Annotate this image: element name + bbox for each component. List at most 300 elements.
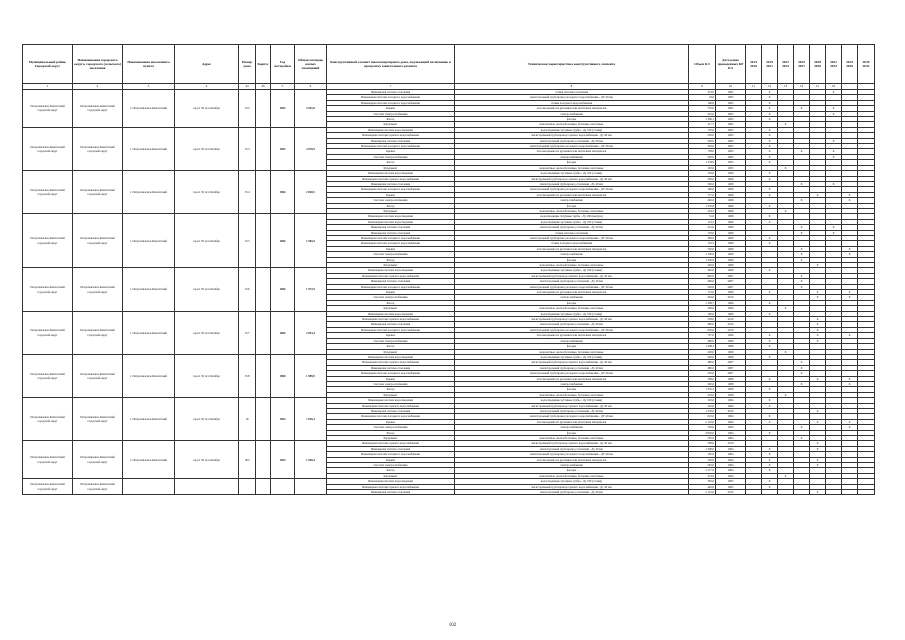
period-mark: X [762,241,778,246]
capital-repair-table [22,44,875,495]
settlement-cell: Петропавловск-Камчатский городской округ [73,90,123,128]
prior-repair-date-cell: 1964 [716,425,746,430]
tech-spec-cell: фасады [455,160,689,165]
element-cell: Инженерная система холодного водоснабжения [327,235,455,240]
column-number-cell: 9 [689,84,716,90]
volume-cell: 280,0 [689,338,716,343]
element-cell: Инженерная система водоотведения [327,479,455,484]
volume-cell: 3 802,0 [689,430,716,435]
volume-cell: 1 354,9 [689,160,716,165]
house-number-cell [239,479,256,495]
period-mark: X [810,457,826,462]
volume-cell: 106,0 [689,100,716,105]
tech-spec-cell: магистральный трубопровод отопления - Ду 40 мм [455,181,689,186]
period-mark: X [810,322,826,327]
period-mark: X [762,311,778,316]
volume-cell: 727,0 [689,333,716,338]
period-mark: X [810,327,826,332]
element-cell: Инженерная система холодного водоснабжения [327,327,455,332]
prior-repair-date-cell: 2010 [716,295,746,300]
prior-repair-date-cell: 1966 [716,171,746,176]
prior-repair-date-cell: 2010 [716,322,746,327]
city-cell: г. Петропавловск-Камчатский [123,398,175,441]
volume-cell: 256,0 [689,176,716,181]
district-cell: Петропавловск-Камчатский городской округ [23,127,73,170]
column-number-cell: 11 [746,84,762,90]
prior-repair-date-cell: 2007 [716,284,746,289]
settlement-cell: Петропавловск-Камчатский городской округ [73,214,123,268]
tech-spec-cell: стояки холодного водоснабжения [455,241,689,246]
element-cell: Фундамент [327,473,455,478]
volume-cell: 217,7 [689,122,716,127]
prior-repair-date-cell: 1966 [716,306,746,311]
element-cell: Инженерная система горячего водоснабжения [327,317,455,322]
tech-spec-cell: магистральный трубопровод горячего водоснабжения - Ду 40 мм [455,441,689,446]
period-mark: X [842,333,858,338]
period-mark: X [762,106,778,111]
tech-spec-cell: монолитные, железобетонные, бетонные ленточные [455,306,689,311]
prior-repair-date-cell: 1966 [716,208,746,213]
period-mark: X [762,479,778,484]
tech-spec-cell: водоотводящие чугунные трубы - Ду 100 (выпуск) [455,214,689,219]
element-cell: Фасад [327,117,455,122]
element-cell: Фундамент [327,436,455,441]
tech-spec-cell: монолитные, железобетонные, бетонные ленточные [455,122,689,127]
volume-cell: 720,0 [689,425,716,430]
tech-spec-cell: магистральный трубопровод отопления - Ду 40 мм [455,408,689,413]
column-header: 2034 2036 [842,45,858,84]
element-cell: Инженерная система отопления [327,490,455,495]
tech-spec-cell: магистральный трубопровод отопления - Ду 40 мм [455,225,689,230]
volume-cell: 210,0 [689,111,716,116]
volume-cell: 1 368,3 [689,344,716,349]
tech-spec-cell: электроснабжение [455,381,689,386]
element-cell: Инженерная система водоотведения [327,354,455,359]
tech-spec-cell: водоотводящие чугунные трубы - Ду 100 (стояки) [455,219,689,224]
volume-cell: 176,0 [689,127,716,132]
house-number-cell: 15/2 [239,90,256,128]
period-mark: X [810,290,826,295]
prior-repair-date-cell: 1968 [716,354,746,359]
element-cell: Инженерная система холодного водоснабжения [327,452,455,457]
element-cell: Крыша [327,192,455,197]
period-mark: X [826,181,842,186]
prior-repair-date-cell: 1966 [716,225,746,230]
street-cell: пр-кт. 50 лет Октября [175,127,239,170]
prior-repair-date-cell: 1966 [716,268,746,273]
element-cell: Инженерная система водоотведения [327,127,455,132]
prior-repair-date-cell: 1966 [716,263,746,268]
district-cell: Петропавловск-Камчатский городской округ [23,398,73,441]
element-cell: Крыша [327,106,455,111]
year-built-cell [271,479,295,495]
element-cell: Фасад [327,257,455,262]
period-mark: X [762,463,778,468]
period-mark: X [794,381,810,386]
building-cell [256,398,271,441]
element-cell: Инженерная система отопления [327,90,455,95]
prior-repair-date-cell: 2007 [716,365,746,370]
prior-repair-date-cell: 1965 [716,138,746,143]
district-cell: Петропавловск-Камчатский городской округ [23,441,73,479]
prior-repair-date-cell: 1966 [716,290,746,295]
tech-spec-cell: магистральный трубопровод отопления - Ду 40 мм [455,490,689,495]
city-cell: г. Петропавловск-Камчатский [123,268,175,311]
street-cell: пр-кт. 50 лет Октября [175,311,239,354]
tech-spec-cell: водоотводящие чугунные трубы - Ду 100 (стояки) [455,268,689,273]
period-cell [794,490,810,495]
building-cell [256,90,271,128]
city-cell: г. Петропавловск-Камчатский [123,127,175,170]
volume-cell: 702,0 [689,246,716,251]
column-number-cell: 4 [175,84,239,90]
period-mark: X [762,387,778,392]
volume-cell: 1 305,9 [689,257,716,262]
period-cell [842,490,858,495]
element-cell: Крыша [327,333,455,338]
prior-repair-date-cell: 1965 [716,117,746,122]
period-mark: X [794,365,810,370]
settlement-cell: Петропавловск-Камчатский городской округ [73,441,123,479]
column-header: Наименование городского округа, городского (сельского) поселения [73,45,123,84]
period-mark: X [762,484,778,489]
period-mark: X [762,235,778,240]
volume-cell: 224,5 [689,208,716,213]
column-number-cell: 1 [23,84,73,90]
element-cell: Инженерная система холодного водоснабжения [327,187,455,192]
prior-repair-date-cell: 1965 [716,106,746,111]
year-built-cell: 1966 [271,311,295,354]
period-mark: X [762,414,778,419]
city-cell [123,479,175,495]
element-cell: Крыша [327,419,455,424]
floor-area-cell: 2 051,8 [295,90,327,128]
floor-area-cell: 2 043,4 [295,311,327,354]
prior-repair-date-cell: 1966 [716,349,746,354]
tech-spec-cell: электроснабжение [455,252,689,257]
prior-repair-date-cell: 1964 [716,452,746,457]
tech-spec-cell: плоская крыша из рулонных или мастичных материалов [455,192,689,197]
period-mark: X [762,338,778,343]
prior-repair-date-cell: 1964 [716,457,746,462]
tech-spec-cell: фасады [455,468,689,473]
volume-cell: 250,0 [689,284,716,289]
period-mark: X [810,376,826,381]
prior-repair-date-cell: 1966 [716,252,746,257]
prior-repair-date-cell: 1966 [716,230,746,235]
tech-spec-cell: монолитные, железобетонные, бетонные ленточные [455,436,689,441]
element-cell: Инженерная система горячего водоснабжения [327,441,455,446]
volume-cell: 372,0 [689,90,716,95]
volume-cell: 712,0 [689,290,716,295]
column-number-cell: 2 [73,84,123,90]
period-cell [778,490,794,495]
element-cell: Система электроснабжения [327,295,455,300]
element-cell: Фундамент [327,349,455,354]
period-mark: X [794,273,810,278]
house-number-cell: 15/3 [239,127,256,170]
element-cell: Инженерная система горячего водоснабжения [327,176,455,181]
house-number-cell: 15/7 [239,311,256,354]
year-built-cell: 1964 [271,398,295,441]
period-mark: X [762,219,778,224]
period-mark: X [794,371,810,376]
street-cell: пр-кт. 50 лет Октября [175,171,239,214]
volume-cell: 2 112,0 [689,490,716,495]
element-cell: Фасад [327,430,455,435]
column-header: Конструктивный элемент многоквартирного дома, подлежащий включению в программу капитального ремонта [327,45,455,84]
prior-repair-date-cell: 1966 [716,187,746,192]
volume-cell: 480,0 [689,360,716,365]
tech-spec-cell: магистральный трубопровод холодного водоснабжения - ДУ 40 мм [455,235,689,240]
period-mark: X [762,446,778,451]
prior-repair-date-cell: 1968 [716,381,746,386]
column-number-cell: 15 [810,84,826,90]
program-table-sheet [22,44,875,495]
element-cell: Инженерная система холодного водоснабжения [327,144,455,149]
volume-cell: 306,0 [689,235,716,240]
volume-cell: 219,0 [689,392,716,397]
column-number-cell: 10 [716,84,746,90]
building-cell [256,479,271,495]
volume-cell: 400,0 [689,279,716,284]
building-cell [256,354,271,397]
volume-cell: 160,0 [689,187,716,192]
column-header: Дата ранее проведенных КР КЭ [716,45,746,84]
element-cell: Фундамент [327,165,455,170]
period-mark: X [778,473,794,478]
floor-area-cell: 1 989,9 [295,354,327,397]
period-mark: X [794,360,810,365]
prior-repair-date-cell: 1965 [716,95,746,100]
period-mark: X [826,149,842,154]
year-built-cell: 1966 [271,214,295,268]
period-mark: X [778,165,794,170]
tech-spec-cell: плоская крыша из рулонных или мастичных материалов [455,106,689,111]
tech-spec-cell: монолитные, железобетонные, бетонные ленточные [455,263,689,268]
tech-spec-cell: водоотводящие чугунные трубы - Ду 100 (стояки) [455,171,689,176]
building-cell [256,171,271,214]
settlement-cell: Петропавловск-Камчатский городской округ [73,479,123,495]
prior-repair-date-cell: 1966 [716,333,746,338]
period-mark: X [762,203,778,208]
period-mark: X [762,95,778,100]
volume-cell: 1 100,0 [689,252,716,257]
column-number-cell: 5 [271,84,295,90]
period-mark: X [810,408,826,413]
element-cell: Инженерная система холодного водоснабжения [327,100,455,105]
tech-spec-cell: плоская крыша из рулонных или мастичных материалов [455,290,689,295]
city-cell: г. Петропавловск-Камчатский [123,441,175,479]
prior-repair-date-cell: 1966 [716,344,746,349]
tech-spec-cell: электроснабжение [455,295,689,300]
column-header: 2025 2027 [794,45,810,84]
tech-spec-cell: электроснабжение [455,111,689,116]
element-cell: Инженерная система отопления [327,230,455,235]
period-mark: X [842,376,858,381]
volume-cell: 250,0 [689,133,716,138]
column-number-cell: 7 [327,84,455,90]
volume-cell: 1 250,0 [689,408,716,413]
volume-cell: 738,0 [689,149,716,154]
prior-repair-date-cell: 1965 [716,484,746,489]
tech-spec-cell: водоотводящие чугунные трубы - Ду 100 (стояки) [455,354,689,359]
prior-repair-date-cell: 1965 [716,90,746,95]
settlement-cell: Петропавловск-Камчатский городской округ [73,398,123,441]
volume-cell: 240,0 [689,198,716,203]
volume-cell: 790,0 [689,441,716,446]
element-cell: Фасад [327,468,455,473]
column-header: Техническая характеристика конструктивного элемента [455,45,689,84]
volume-cell: 230,0 [689,154,716,159]
volume-cell: 193,6 [689,165,716,170]
prior-repair-date-cell: 1965 [716,127,746,132]
period-mark: X [842,192,858,197]
city-cell: г. Петропавловск-Камчатский [123,354,175,397]
district-cell: Петропавловск-Камчатский городской округ [23,90,73,128]
period-mark: X [762,90,778,95]
column-number-cell: 6 [295,84,327,90]
period-cell [762,490,778,495]
column-header: Наименование населенного пункта [123,45,175,84]
prior-repair-date-cell: 1968 [716,376,746,381]
volume-cell: 176,0 [689,230,716,235]
volume-cell: 717,0 [689,192,716,197]
tech-spec-cell: магистральный трубопровод холодного водоснабжения - ДУ 40 мм [455,414,689,419]
prior-repair-date-cell: 1966 [716,219,746,224]
period-mark: X [762,344,778,349]
tech-spec-cell: водоотводящие чугунные трубы - Ду 100 (стояки) [455,311,689,316]
volume-cell: 768,0 [689,376,716,381]
table-header-row [23,45,875,84]
element-cell: Инженерная система отопления [327,138,455,143]
house-number-cell: 15/4 [239,171,256,214]
volume-cell: 240,0 [689,268,716,273]
element-cell: Инженерная система горячего водоснабжения [327,133,455,138]
period-mark: X [762,127,778,132]
prior-repair-date-cell: 1966 [716,241,746,246]
house-number-cell: 15/6 [239,268,256,311]
volume-cell: 1 355,8 [689,203,716,208]
tech-spec-cell: стояки системы отопления [455,230,689,235]
volume-cell: 264,0 [689,295,716,300]
volume-cell: 320,0 [689,381,716,386]
volume-cell: 380,0 [689,322,716,327]
period-mark: X [762,133,778,138]
period-mark: X [794,252,810,257]
element-cell: Крыша [327,290,455,295]
year-built-cell: 1964 [271,441,295,479]
tech-spec-cell: магистральный трубопровод холодного водоснабжения - ДУ 40 мм [455,187,689,192]
tech-spec-cell: магистральный трубопровод горячего водоснабжения - Ду 40 мм [455,133,689,138]
period-mark: X [826,138,842,143]
element-cell: Фасад [327,300,455,305]
tech-spec-cell: плоская крыша из рулонных или мастичных материалов [455,457,689,462]
building-cell [256,127,271,170]
tech-spec-cell: фасады [455,300,689,305]
volume-cell: 105,0 [689,452,716,457]
column-header: Адрес [175,45,239,84]
period-mark: X [826,106,842,111]
period-mark: X [762,192,778,197]
volume-cell: 610,0 [689,414,716,419]
element-cell: Фасад [327,203,455,208]
period-mark: X [778,306,794,311]
period-mark: X [810,446,826,451]
prior-repair-date-cell: 1966 [716,246,746,251]
floor-area-cell: 1 946,4 [295,441,327,479]
period-mark: X [826,90,842,95]
period-mark: X [794,284,810,289]
period-mark: X [826,154,842,159]
column-header: 2031 2033 [826,45,842,84]
element-cell: Инженерная система отопления [327,279,455,284]
volume-cell: 212,0 [689,225,716,230]
element-cell: Инженерная система отопления [327,225,455,230]
element-cell: Инженерная система водоотведения [327,311,455,316]
period-mark: X [810,463,826,468]
period-mark: X [842,198,858,203]
street-cell: пр-кт. 50 лет Октября [175,354,239,397]
prior-repair-date-cell: 1965 [716,165,746,170]
element-cell: Инженерная система горячего водоснабжения [327,360,455,365]
period-mark: X [810,490,826,495]
prior-repair-date-cell: 2007 [716,273,746,278]
element-cell: Крыша [327,376,455,381]
tech-spec-cell: магистральный трубопровод горячего водоснабжения - Ду 40 мм [455,317,689,322]
floor-area-cell [295,479,327,495]
volume-cell: 705,0 [689,436,716,441]
tech-spec-cell: магистральный трубопровод отопления - Ду 40 мм [455,138,689,143]
tech-spec-cell: магистральный трубопровод горячего водоснабжения - Ду 40 мм [455,403,689,408]
period-mark: X [778,349,794,354]
building-cell [256,214,271,268]
prior-repair-date-cell: 1965 [716,111,746,116]
volume-cell: 1 300,0 [689,446,716,451]
element-cell: Инженерная система отопления [327,322,455,327]
period-mark: X [762,430,778,435]
period-mark: X [762,452,778,457]
period-mark: X [842,425,858,430]
volume-cell: 1 369,1 [689,117,716,122]
prior-repair-date-cell: 2010 [716,408,746,413]
city-cell: г. Петропавловск-Камчатский [123,311,175,354]
tech-spec-cell: водоотводящие чугунные трубы - Ду 100 (стояки) [455,398,689,403]
period-cell [826,490,842,495]
prior-repair-date-cell: 1964 [716,473,746,478]
element-cell: Система электроснабжения [327,198,455,203]
period-mark: X [810,317,826,322]
prior-repair-date-cell: 1966 [716,300,746,305]
tech-spec-cell: плоская крыша из рулонных или мастичных материалов [455,149,689,154]
period-mark: X [762,138,778,143]
volume-cell: 206,6 [689,306,716,311]
period-mark: X [842,246,858,251]
prior-repair-date-cell: 1964 [716,436,746,441]
prior-repair-date-cell: 2010 [716,317,746,322]
floor-area-cell: 7 016,3 [295,398,327,441]
element-cell: Фундамент [327,208,455,213]
tech-spec-cell: магистральный трубопровод отопления - Ду 40 мм [455,446,689,451]
street-cell: пр-кт. 50 лет Октября [175,214,239,268]
tech-spec-cell: водоотводящие чугунные трубы - Ду 100 (стояки) [455,479,689,484]
tech-spec-cell: магистральный трубопровод отопления - Ду 40 мм [455,322,689,327]
prior-repair-date-cell: 2007 [716,371,746,376]
volume-cell: 51,0 [689,214,716,219]
column-header: 2014 2016 [746,45,762,84]
period-mark: X [762,300,778,305]
element-cell: Инженерная система водоотведения [327,398,455,403]
